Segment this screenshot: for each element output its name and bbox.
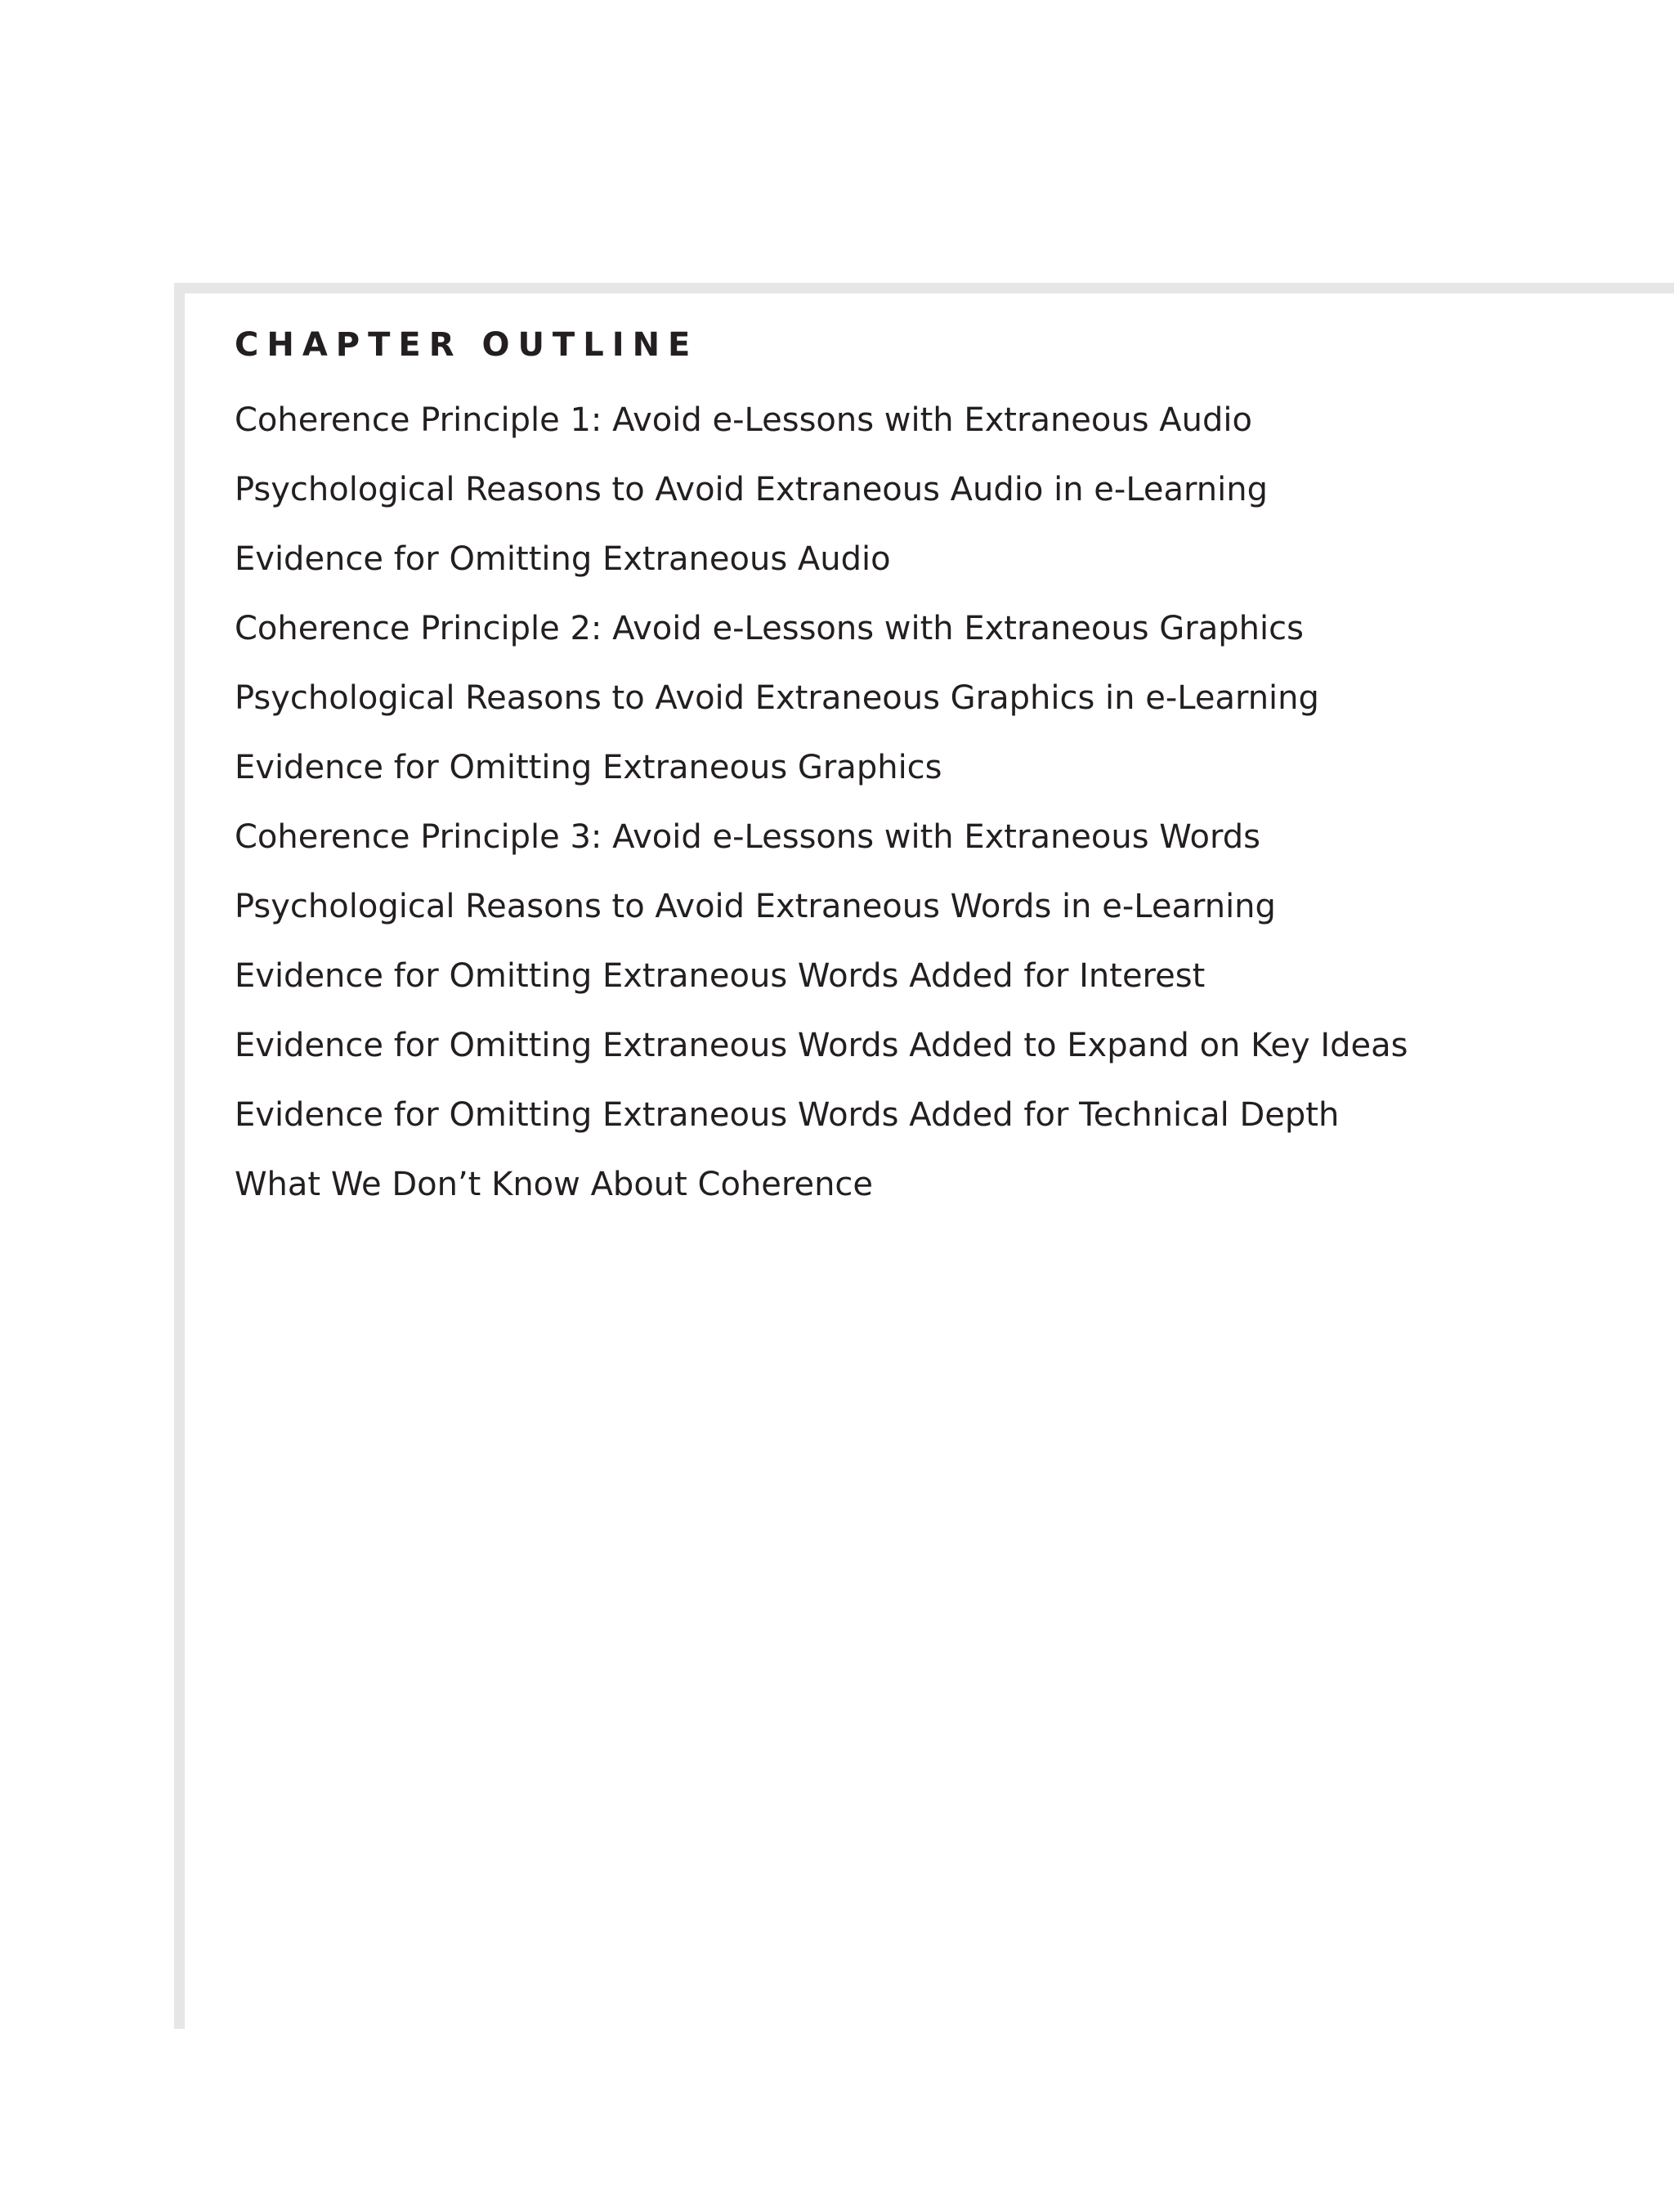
chapter-outline-list	[235, 394, 1428, 1211]
outline-item: What We Don’t Know About Coherence	[235, 1166, 874, 1203]
outline-item: Evidence for Omitting Extraneous Words Added to Expand on Key Ideas	[235, 1027, 1408, 1064]
outline-item: Evidence for Omitting Extraneous Graphics	[235, 749, 942, 786]
outline-frame-top-border	[174, 283, 1674, 293]
outline-item: Evidence for Omitting Extraneous Words Added for Technical Depth	[235, 1096, 1340, 1134]
outline-frame-left-border	[174, 283, 185, 2029]
outline-item: Evidence for Omitting Extraneous Audio	[235, 540, 891, 578]
outline-item: Coherence Principle 2: Avoid e-Lessons with Extraneous Graphics	[235, 610, 1304, 647]
outline-item: Coherence Principle 1: Avoid e-Lessons with Extraneous Audio	[235, 401, 1252, 439]
chapter-outline	[235, 324, 1428, 1228]
outline-item: Psychological Reasons to Avoid Extraneous Audio in e-Learning	[235, 471, 1268, 508]
outline-item: Evidence for Omitting Extraneous Words Added for Interest	[235, 957, 1206, 995]
chapter-outline-heading: CHAPTER OUTLINE	[235, 326, 699, 364]
outline-item: Psychological Reasons to Avoid Extraneous Words in e-Learning	[235, 888, 1276, 925]
outline-item: Coherence Principle 3: Avoid e-Lessons with Extraneous Words	[235, 818, 1260, 856]
outline-item: Psychological Reasons to Avoid Extraneous Graphics in e-Learning	[235, 679, 1319, 717]
